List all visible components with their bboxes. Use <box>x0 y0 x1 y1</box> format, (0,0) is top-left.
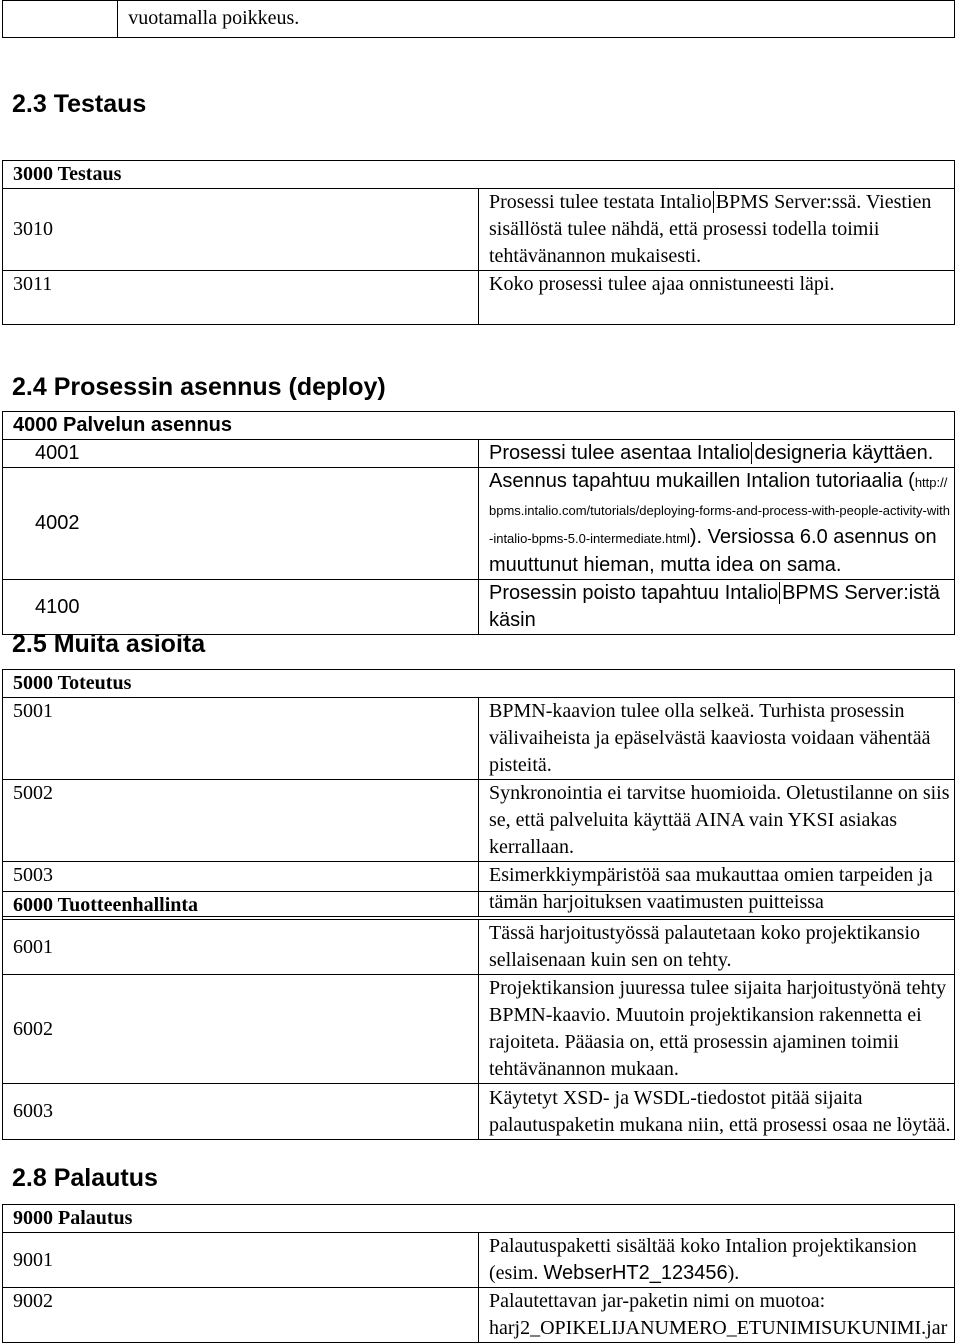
requirement-text: Palautuspaketti sisältää koko Intalion projektikansion (esim. WebserHT2_123456). <box>479 1233 955 1288</box>
section-heading-2-3: 2.3 Testaus <box>12 90 147 118</box>
table-row <box>3 920 955 975</box>
table-row <box>3 580 955 635</box>
requirement-id: 6002 <box>3 975 479 1084</box>
table-row <box>3 1233 955 1288</box>
requirement-text: Käytetyt XSD- ja WSDL-tiedostot pitää sijaita palautuspaketin mukana niin, että prosessi osaa ne löytää. <box>479 1084 955 1140</box>
table-row <box>3 1288 955 1343</box>
requirement-id: 5003 <box>3 862 479 917</box>
requirements-table-6000 <box>2 891 955 1140</box>
tutorial-link[interactable]: http://bpms.intalio.com/tutorials/deploying-forms-and-process-with-people-activity-with-intalio-bpms-5.0-intermediate.html <box>489 475 950 546</box>
table-row <box>3 975 955 1084</box>
section-heading-2-8: 2.8 Palautus <box>12 1164 158 1192</box>
requirement-text: BPMN-kaavion tulee olla selkeä. Turhista prosessin välivaiheista ja epäselvästä kaaviosta voidaan vähentää pisteitä. <box>479 698 955 780</box>
requirement-text: Esimerkkiympäristöä saa mukauttaa omien tarpeiden ja tämän harjoituksen vaatimusten puitteissa <box>479 862 955 917</box>
requirement-id: 6003 <box>3 1084 479 1140</box>
requirement-id: 9001 <box>3 1233 479 1288</box>
section-heading-2-5: 2.5 Muita asioita <box>12 630 206 658</box>
requirement-id: 5001 <box>3 698 479 780</box>
example-project-name: WebserHT2_123456 <box>543 1262 728 1284</box>
table-header: 3000 Testaus <box>3 161 955 189</box>
requirements-table-4000 <box>2 411 955 635</box>
requirement-id: 4100 <box>3 580 479 635</box>
requirement-text: Tässä harjoitustyössä palautetaan koko projektikansio sellaisenaan kuin sen on tehty. <box>479 920 955 975</box>
table-row <box>3 468 955 580</box>
requirement-text: Synkronointia ei tarvitse huomioida. Oletustilanne on siis se, että palveluita käyttää AINA vain YKSI asiakas kerrallaan. <box>479 780 955 862</box>
requirement-text: Prosessi tulee asentaa Intalio designeria käyttäen. <box>479 440 955 468</box>
requirement-text: Koko prosessi tulee ajaa onnistuneesti läpi. <box>479 271 955 325</box>
requirement-id: 5002 <box>3 780 479 862</box>
requirements-table-3000 <box>2 160 955 325</box>
requirement-text: Projektikansion juuressa tulee sijaita harjoitustyönä tehty BPMN-kaavio. Muutoin projektikansion rakennetta ei rajoiteta. Pääasia on, että prosessin ajaminen toimii tehtävänannon mukaan. <box>479 975 955 1084</box>
requirement-id: 3010 <box>3 189 479 271</box>
requirement-id: 3011 <box>3 271 479 325</box>
requirement-id: 4001 <box>3 440 479 468</box>
table-row <box>3 271 955 325</box>
table-cell: vuotamalla poikkeus. <box>118 1 955 38</box>
requirement-id: 6001 <box>3 920 479 975</box>
table-row <box>3 189 955 271</box>
jar-filename: harj2_OPIKELIJANUMERO_ETUNIMISUKUNIMI.jar <box>489 1317 948 1339</box>
requirement-text: Prosessin poisto tapahtuu Intalio BPMS Server:istä käsin <box>479 580 955 635</box>
table-header: 6000 Tuotteenhallinta <box>3 892 955 920</box>
table-row <box>3 440 955 468</box>
requirements-table-9000 <box>2 1204 955 1343</box>
top-table <box>2 0 955 38</box>
requirements-table-5000 <box>2 669 955 917</box>
table-row <box>3 698 955 780</box>
requirement-id: 4002 <box>3 468 479 580</box>
requirement-text: Palautettavan jar-paketin nimi on muotoa: harj2_OPIKELIJANUMERO_ETUNIMISUKUNIMI.jar <box>479 1288 955 1343</box>
requirement-id: 9002 <box>3 1288 479 1343</box>
table-row <box>3 780 955 862</box>
requirement-text: Prosessi tulee testata Intalio BPMS Server:ssä. Viestien sisällöstä tulee nähdä, että prosessi todella toimii tehtävänannon mukaisesti. <box>479 189 955 271</box>
table-row <box>3 1084 955 1140</box>
table-cell <box>3 1 118 38</box>
section-heading-2-4: 2.4 Prosessin asennus (deploy) <box>12 373 386 401</box>
table-header: 4000 Palvelun asennus <box>3 412 955 440</box>
table-header: 9000 Palautus <box>3 1205 955 1233</box>
table-header: 5000 Toteutus <box>3 670 955 698</box>
requirement-text: Asennus tapahtuu mukaillen Intalion tutoriaalia (http://bpms.intalio.com/tutorials/deploying-forms-and-process-with-people-activity-with-intalio-bpms-5.0-intermediate.html). Versiossa 6.0 asennus on muuttunut hieman, mutta idea on sama. <box>479 468 955 580</box>
